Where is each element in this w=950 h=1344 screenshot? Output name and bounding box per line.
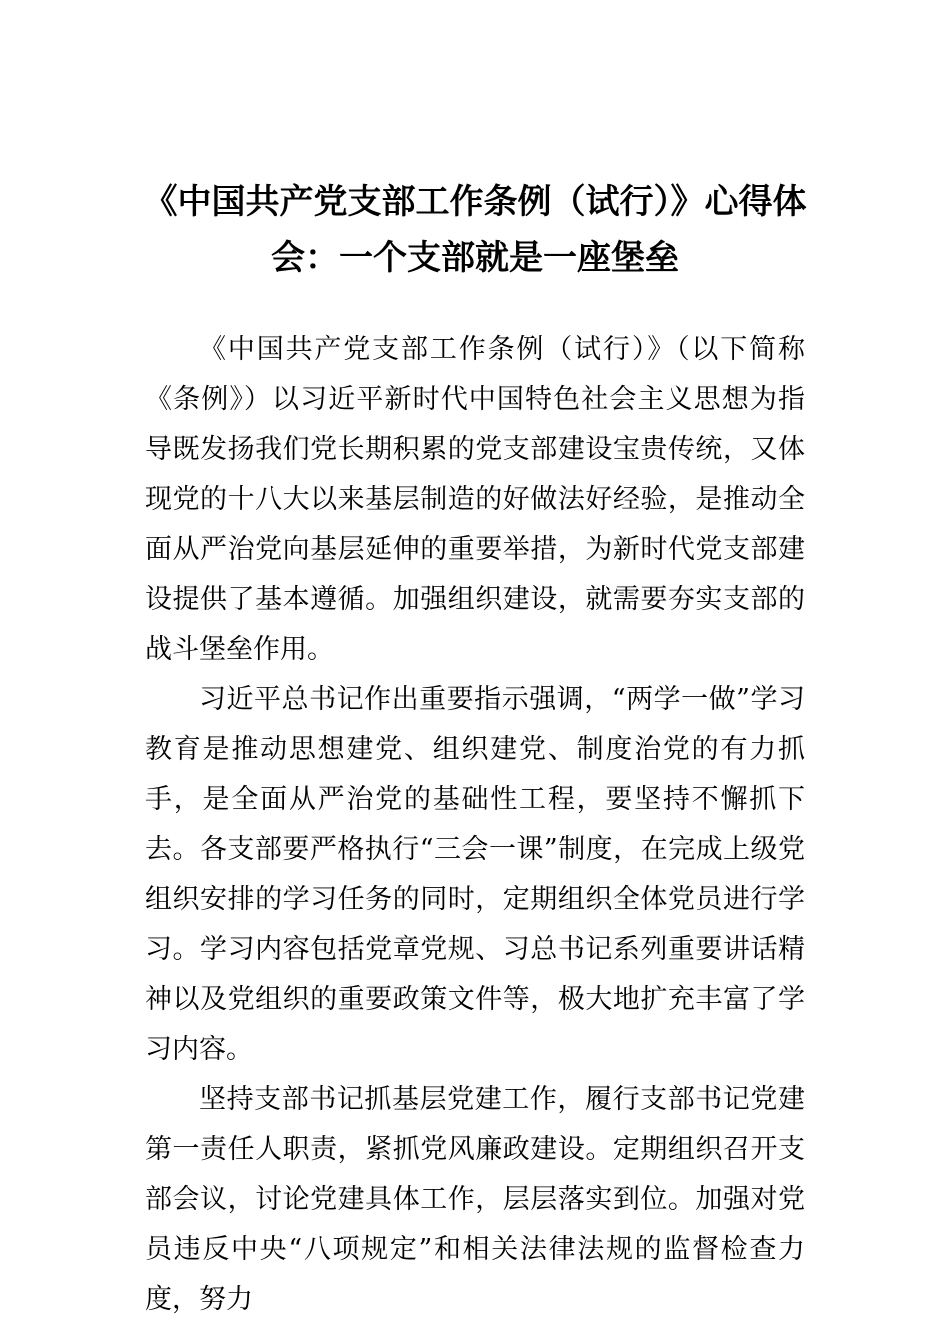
paragraph-1: 《中国共产党支部工作条例（试行）》（以下简称《条例》）以习近平新时代中国特色社会主义思想为指导既发扬我们党长期积累的党支部建设宝贵传统，又体现党的十八大以来基层制造的好做法好经验，是推动全面从严治党向基层延伸的重要举措，为新时代党支部建设提供了基本遵循。加强组织建设，就需要夯实支部的战斗堡垒作用。 — [145, 334, 805, 665]
document-body — [145, 325, 805, 1325]
paragraph-2: 习近平总书记作出重要指示强调，“两学一做”学习教育是推动思想建党、组织建党、制度治党的有力抓手，是全面从严治党的基础性工程，要坚持不懈抓下去。各支部要严格执行“三会一课”制度，在完成上级党组织安排的学习任务的同时，定期组织全体党员进行学习。学习内容包括党章党规、习总书记系列重要讲话精神以及党组织的重要政策文件等，极大地扩充丰富了学习内容。 — [145, 684, 805, 1065]
paragraph-3: 坚持支部书记抓基层党建工作，履行支部书记党建第一责任人职责，紧抓党风廉政建设。定期组织召开支部会议，讨论党建具体工作，层层落实到位。加强对党员违反中央“八项规定”和相关法律法规的监督检查力度，努力 — [145, 1084, 805, 1315]
document-title: 《中国共产党支部工作条例（试行）》心得体会：一个支部就是一座堡垒 — [143, 182, 807, 278]
